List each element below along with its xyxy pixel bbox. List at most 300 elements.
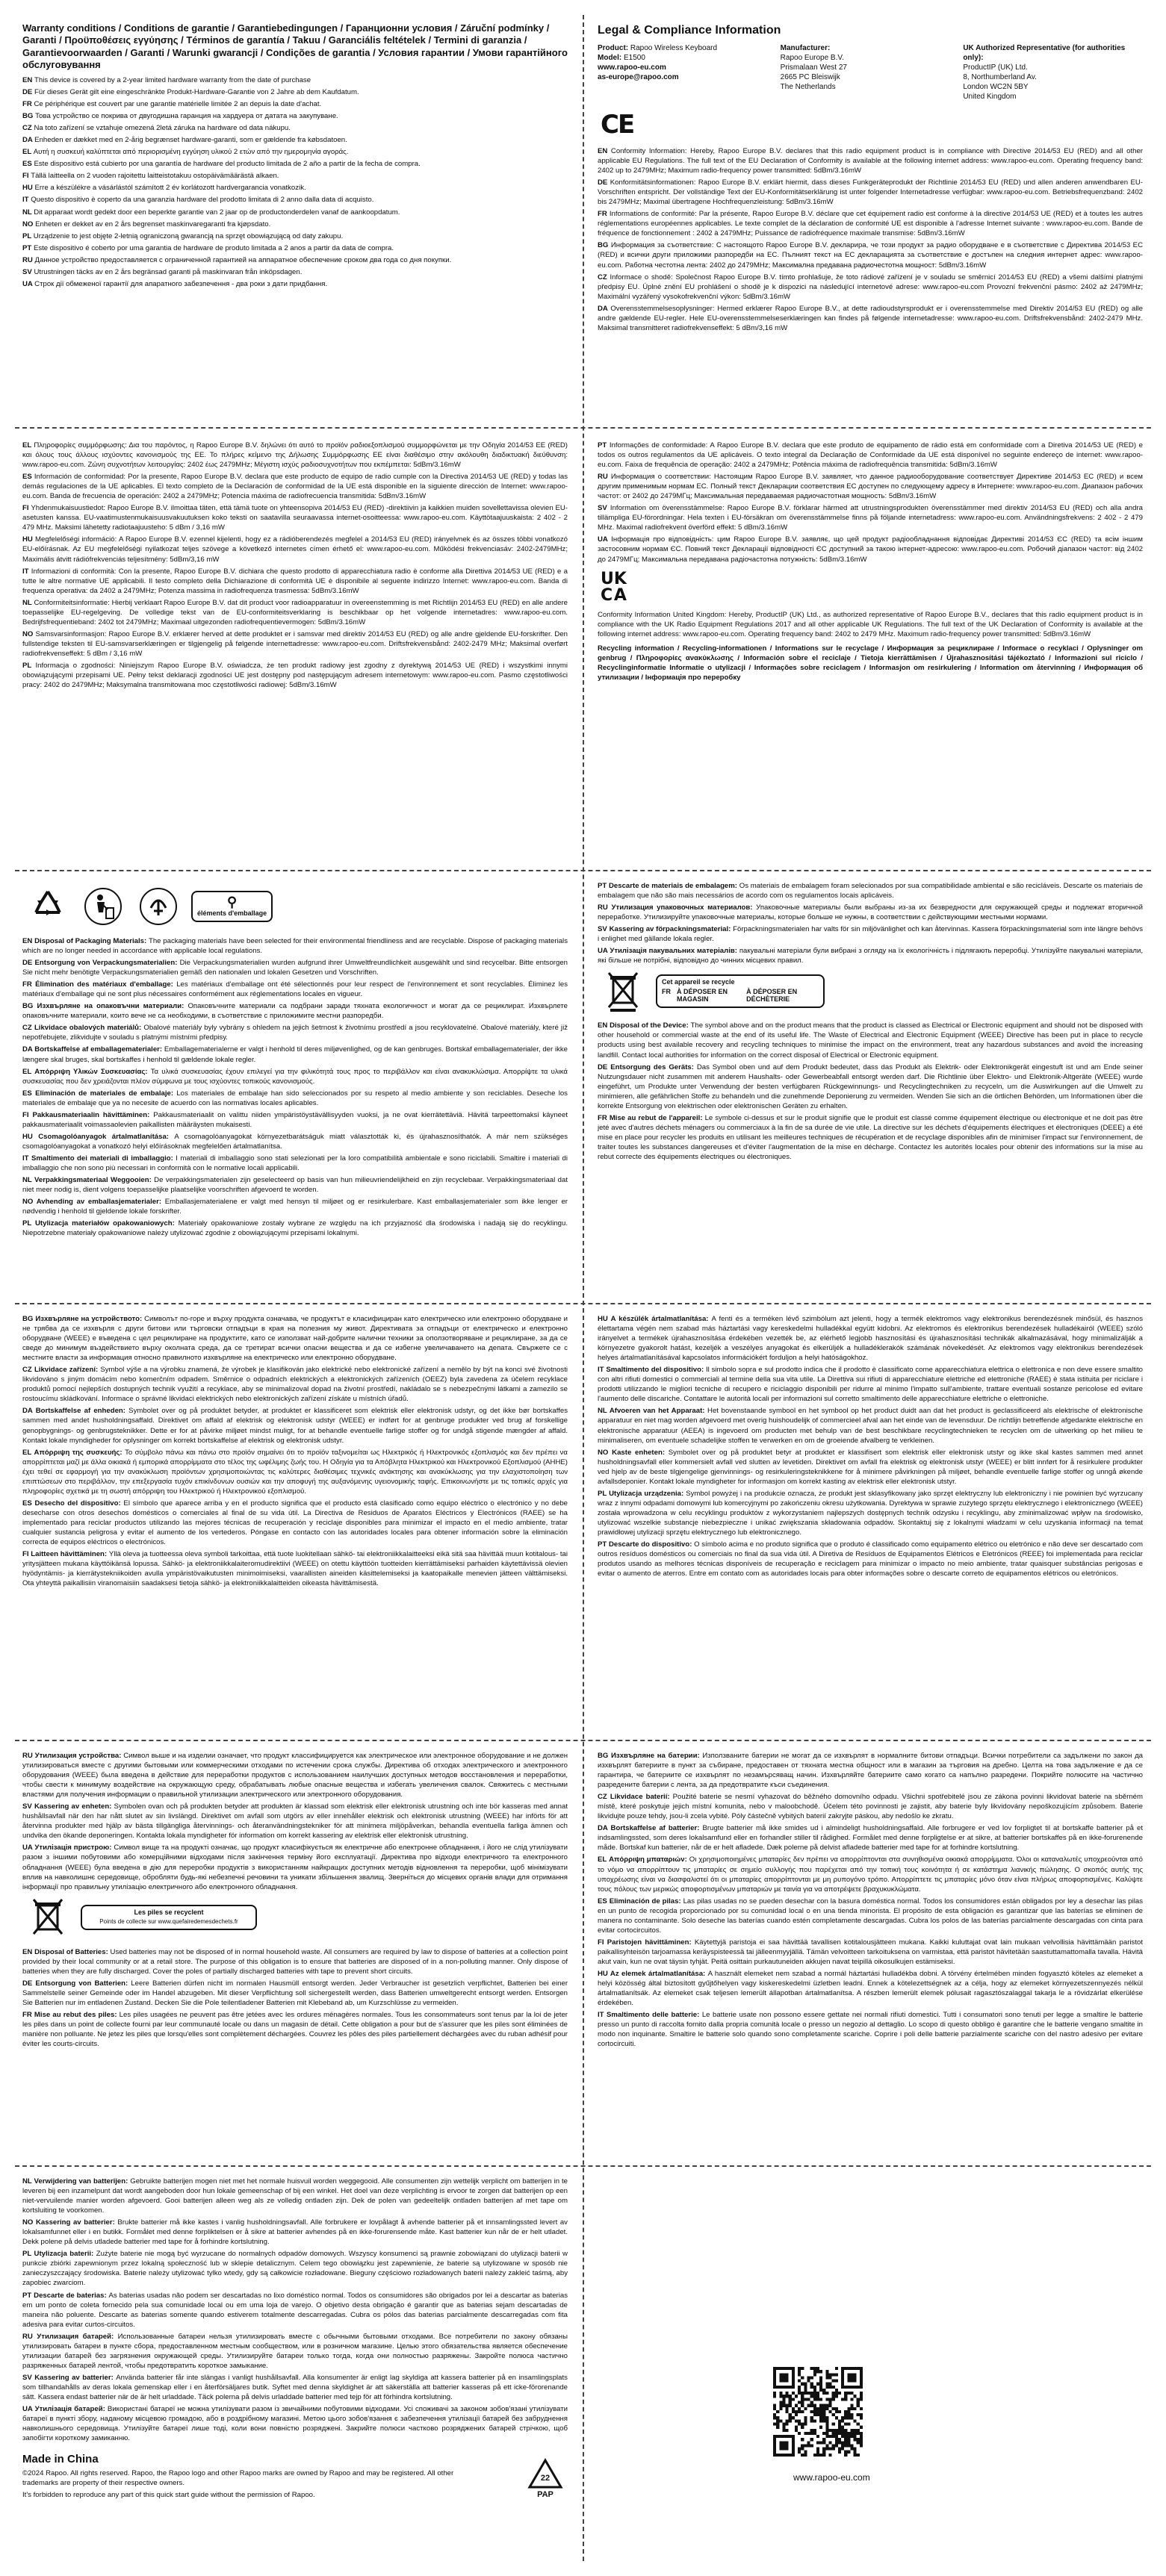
- paragraph-text: De verpakkingsmaterialen zijn geselecteerd op basis van hun milieuvriendelijkheid en zijn recyclebaar. Verpakkingsmateriaal dat niet meer nodig is, dient volgens toepasselijke plaatselijke voorschriften afgevoerd te worden.: [22, 1176, 568, 1195]
- language-paragraph: [22, 535, 568, 564]
- paragraph-title: Smaltimento del dispositivo:: [606, 1366, 706, 1375]
- paragraph-text: Il simbolo sopra e sul prodotto indica che il prodotto è classificato come apparecchiatura elettrica o elettronica e non deve essere smaltito con altri rifiuti domestici o commerciali al termine della sua vita utile. La Direttiva sui rifiuti di apparecchiature elettriche ed elettroniche (RAEE) è stata istituita per riciclare i prodotti utilizzando le migliori tecniche di recupero e riciclaggio disponibili per ridurre al minimo l'impatto sull'ambiente, trattare eventuali sostanze pericolose ed evitare l'aumento delle discariche. Contattare le autorità locali per informazioni sul corretto smaltimento delle apparecchiature elettriche o elettroniche.: [598, 1366, 1143, 1404]
- language-paragraph: [22, 231, 568, 241]
- paragraph-title: Entsorgung des Geräts:: [610, 1063, 697, 1071]
- device-disposal-list: [598, 1314, 1143, 1578]
- paragraph-text: Le batterie usate non possono essere gettate nei normali rifiuti domestici. Tutti i consumatori sono tenuti per legge a smaltire le batterie presso un punto di raccolta fornito dalla propria comunità locale o presso un negozio al dettaglio. Lo scopo di questo obbligo è garantire che le batterie vengano smaltite in modo non inquinante. Smaltire le batterie solo quando sono completamente scariche. Coprire i poli delle batterie parzialmente scariche con del nastro adesivo per evitare cortocircuiti.: [598, 2011, 1143, 2049]
- language-paragraph: [598, 209, 1143, 238]
- language-code: EL: [22, 1067, 35, 1076]
- paragraph-title: Изхвърляне на опаковъчни материали:: [37, 1002, 188, 1011]
- language-code: NO: [598, 1448, 613, 1457]
- language-code: EN: [598, 146, 611, 155]
- language-code: DA: [598, 1824, 611, 1833]
- language-code: IT: [22, 196, 31, 205]
- paragraph-text: Това устройство се покрива от двугодишна гаранция на хардуера от датата на закупуване.: [35, 112, 338, 121]
- paragraph-text: Yhdenmukaisuustiedot: Rapoo Europe B.V. ilmoittaa täten, että tämä tuote on yhteensopiva 2014/53 EU (RED) -direktiivin ja kaikkien muiden sovellettavissa olevien EU-asetusten kanssa. EU-vaatimustenmukaisuusvakuutuksen koko teksti on saatavilla seuraavassa internet-osoitteessa: www.rapoo-eu.com. Käyttötaajuuskaista: 2 402 - 2 479 MHz. Maksimi lähetetty radiotaajuusteho: 5 dBm / 3,16 mW: [22, 504, 568, 532]
- horizontal-divider: [15, 2165, 1151, 2167]
- language-paragraph: [22, 472, 568, 501]
- paragraph-title: Kassering av batterier:: [34, 2373, 117, 2382]
- language-paragraph: [22, 2291, 568, 2330]
- language-paragraph: [598, 535, 1143, 564]
- ukca-letter: K: [613, 569, 627, 588]
- footer-website[interactable]: www.rapoo-eu.com: [793, 2472, 870, 2483]
- paragraph-text: Enheten er dekket av en 2 års begrenset maskinvaregaranti fra kjøpsdato.: [35, 220, 271, 228]
- paragraph-text: Konformitätsinformationen: Rapoo Europe B.V. erklärt hiermit, dass dieses Funkgeräteprodukt der Richtlinie 2014/53 EU (RED) und allen anderen anwendbaren EU-Vorschriften entspricht. Der vollständige Text der EU-Konformitätserklärung ist unter folgender Internetadresse verfügbar: www.rapoo-eu.com. Betriebsfrequenzband: 2402 bis 2479MHz; Maximal übertragene Hochfrequenzleistung: 5dBm/3.16mW: [598, 178, 1143, 207]
- battery-triman-badge: [81, 1905, 257, 1930]
- uk-rep-label: UK Authorized Representative (for authorities only):: [963, 43, 1126, 62]
- language-code: SV: [22, 1802, 34, 1811]
- language-code: DA: [22, 1045, 35, 1054]
- language-code: FI: [22, 504, 31, 513]
- recycle-icon: [25, 884, 70, 929]
- paragraph-title: Утилізація пакувальних матеріалів:: [610, 947, 739, 956]
- language-paragraph: [598, 2010, 1143, 2049]
- paragraph-title: Disposal of Packaging Materials:: [34, 937, 149, 945]
- language-code: DE: [598, 178, 610, 187]
- language-paragraph: [22, 87, 568, 97]
- language-code: NO: [22, 1198, 37, 1207]
- paragraph-title: Descarte de baterias:: [34, 2291, 109, 2300]
- paragraph-title: Утилізація пристрою:: [34, 1844, 114, 1852]
- device-disposal-right: [598, 1314, 1143, 1732]
- language-paragraph: [22, 267, 568, 277]
- horizontal-divider: [15, 1303, 1151, 1304]
- paragraph-text: Emballasjematerialene er valgt med hensyn til miljøet og er resirkulerbare. Kast emballasjematerialer som ikke lenger er nødvendig i henhold til gjeldende lokale forskrifter.: [22, 1198, 568, 1216]
- language-code: RU: [598, 903, 612, 912]
- language-code: ES: [22, 1499, 35, 1508]
- made-in: Made in China: [22, 2453, 99, 2466]
- uk-rep-info: [963, 43, 1143, 102]
- language-code: UA: [598, 535, 612, 544]
- paragraph-title: Mise au rebut de l'appareil:: [609, 1113, 705, 1122]
- language-code: ES: [22, 160, 34, 169]
- ukca-mark-icon: [601, 571, 627, 604]
- language-paragraph: [22, 567, 568, 596]
- battery-symbols: [25, 1895, 568, 1940]
- language-code: SV: [22, 267, 34, 276]
- language-paragraph: [22, 255, 568, 265]
- paragraph-text: Brukte batterier må ikke kastes i vanlig husholdningsavfall. Alle forbrukere er lovpålagt å avhende batterier på et innsamlingssted levert av lokalsamfunnet eller i en butikk. Formålet med denne forpliktelsen er å sikre at batterier avhendes på en ikke-forurensende måte. Kast batterier kun når de er helt utladet. Dekk polene på delvis utladede batterier med tape for å forhindre kortslutning.: [22, 2218, 568, 2247]
- language-code: RU: [22, 2332, 37, 2341]
- language-code: CZ: [22, 1366, 34, 1375]
- uk-conformity-text: Conformity Information United Kingdom: Hereby, ProductIP (UK) Ltd., as authorized representative of Rapoo Europe B.V., declares that this radio equipment product is in compliance with the UK Radio Equipment Regulations 2017 and all other applicable UK Regulations. The full text of the UK Declaration of Conformity is available at the following internet address: www.rapoo-eu.com. Operating frequency band: 2402 to 2479 MHz. Maximum radio-frequency power transmitted: 5dBm/3.16mW: [598, 610, 1143, 638]
- paragraph-text: Symbol výše a na výrobku znamená, že výrobek je klasifikován jako elektrické nebo elektronické zařízení a nemělo by být na konci své životnosti likvidováno s jiným domácím nebo komerčním odpadem. Směrnice o odpadních elektrických a elektronických zařízeních (OEEZ) byla zavedena za účelem recyklace produktů pomocí nejlepších dostupných technik využití a recyklace, aby se minimalizoval dopad na životní prostředí, nakládalo se s nebezpečnými látkami a zamezilo se rostoucímu skládkování. Informace o správné likvidaci elektrických nebo elektronických zařízení získáte u místních úřadů.: [22, 1366, 568, 1404]
- paragraph-text: Використані батареї не можна утилізувати разом із звичайними побутовими відходами. Усі споживачі за законом зобов'язані утилізувати батареї в пункті збору, наданому місцевою громадою, або в роздрібному магазині. Метою цього зобов'язання є забезпечення утилізації батарей без забруднення навколишнього середовища. Утилізуйте батареї лише тоді, коли вони повністю розряджені. Закрийте полюси частково розряджених батарей стрічкою, щоб запобігти короткому замиканню.: [22, 2405, 568, 2443]
- qr-section: [598, 2177, 1143, 2565]
- paragraph-title: Изхвърляне на батерии:: [611, 1752, 703, 1760]
- paragraph-title: Likvidace zařízení:: [34, 1366, 101, 1375]
- language-paragraph: [22, 208, 568, 217]
- language-code: EN: [22, 76, 34, 84]
- language-code: UA: [22, 279, 35, 288]
- tidyman-icon: [81, 884, 125, 929]
- language-paragraph: [22, 183, 568, 193]
- language-paragraph: [22, 135, 568, 145]
- paragraph-text: Αυτή η συσκευή καλύπτεται από περιορισμένη εγγύηση υλικού 2 ετών από την ημερομηνία αγοράς.: [33, 148, 349, 157]
- horizontal-divider: [15, 427, 1151, 429]
- paragraph-text: Informacja o zgodności: Niniejszym Rapoo Europe B.V. oświadcza, że ten produkt radiowy jest zgodny z dyrektywą 2014/53 UE (RED) i wszystkimi innymi obowiązującymi przepisami UE. Pełny tekst deklaracji zgodności UE jest dostępny pod następującym adresem internetowym: www.rapoo-eu.com. Pasmo częstotliwości pracy: 2402 do 2479MHz; Maksymalna transmitowana moc częstotliwości radiowej: 5dBm/3.16mW: [22, 661, 568, 690]
- manufacturer-line: Prismalaan West 27: [780, 63, 847, 72]
- qr-code-icon[interactable]: [773, 2367, 863, 2460]
- paragraph-title: Disposal of the Device:: [610, 1021, 691, 1030]
- paragraph-title: Laitteen hävittäminen:: [31, 1550, 109, 1559]
- language-code: IT: [22, 567, 31, 576]
- language-paragraph: [598, 1540, 1143, 1578]
- language-paragraph: [22, 1314, 568, 1363]
- language-code: HU: [598, 1315, 611, 1323]
- battery-list: [22, 2177, 568, 2443]
- language-code: PT: [22, 2291, 34, 2300]
- triman-store: À DÉPOSER EN MAGASIN: [677, 987, 728, 1003]
- declarations-left: [22, 441, 568, 862]
- language-code: NL: [22, 598, 34, 607]
- paragraph-text: Опаковъчните материали са подбрани заради тяхната екологичност и могат да се рециклират. Изхвърлете опаковъчните материали, които вече не са необходими, в съответствие с приложимите местни разпоредби.: [22, 1002, 568, 1021]
- paragraph-title: Утилізація батарей:: [34, 2405, 108, 2414]
- language-paragraph: [22, 1406, 568, 1445]
- paragraph-title: Изхвърляне на устройството:: [35, 1315, 145, 1323]
- paragraph-text: A csomagolóanyagokat környezetbarátságuk miatt választották ki, és újrahasznosíthatók. A már nem szükséges csomagolóanyagokat a vonatkozó helyi előírásoknak megfelelően ártalmatlanítsa.: [22, 1132, 568, 1151]
- paragraph-text: Obalové materiály byly vybrány s ohledem na jejich šetrnost k životnímu prostředí a jsou recyklovatelné. Obalové materiály, které již nepotřebujete, zlikvidujte v souladu s platnými místními předpisy.: [22, 1024, 568, 1042]
- battery-left-section-2: [22, 2177, 568, 2565]
- paragraph-text: The symbol above and on the product means that the product is classed as Electrical or Electronic equipment and should not be disposed with other household or commercial waste at the end of its useful life. The Waste of Electrical and Electronic Equipment (WEEE) Directive has been put in place to recycle products using best available recovery and recycling techniques to minimise the impact on the environment, treat any hazardous substances and avoid the increasing landfill. Contact local authorities for information on the correct disposal of Electrical or Electronic equipment.: [598, 1021, 1143, 1060]
- language-code: NL: [22, 2177, 34, 2185]
- manufacturer-info: [781, 43, 961, 102]
- language-paragraph: [22, 220, 568, 229]
- language-code: NO: [22, 2218, 36, 2227]
- paragraph-title: Απόρριψη Υλικών Συσκευασίας:: [34, 1067, 151, 1076]
- language-code: UA: [598, 947, 610, 956]
- battery-list: [598, 1751, 1143, 2049]
- battery-list: [22, 1947, 568, 2049]
- packaging-section: [22, 881, 568, 1295]
- language-paragraph: [22, 1175, 568, 1195]
- language-code: NL: [598, 1407, 610, 1416]
- language-paragraph: [598, 1855, 1143, 1894]
- warranty-title: Warranty conditions / Conditions de garantie / Garantiebedingungen / Гаранционни условия / Záruční podmínky / Garanti / Προϋποθέσεις εγγύησης / Términos de garantía / Takuu / Garanciális feltételek / Termini di garanzia / Garantievoorwaarden / Garanti / Warunki gwarancji / Condições de garantia / Условия гарантии / Умови гарантійного обслуговування: [22, 22, 568, 70]
- language-paragraph: [22, 75, 568, 85]
- language-paragraph: [22, 1154, 568, 1173]
- language-code: NO: [22, 629, 36, 638]
- paragraph-title: Eliminación de pilas:: [609, 1897, 683, 1905]
- language-paragraph: [22, 1448, 568, 1496]
- website-link[interactable]: www.rapoo-eu.com: [598, 63, 666, 72]
- paragraph-text: Las pilas usadas no se pueden desechar con la basura doméstica normal. Todos los consumidores están obligados por ley a desechar las pilas en un punto de recogida proporcionado por su comunidad local o en una tienda minorista. El propósito de esta obligación es garantizar que las baterías se eliminen de manera no contaminante. Solo deseche las baterías cuando estén completamente descargadas. Cubra los polos de las baterías parcialmente descargadas con cinta para evitar cortocircuitos.: [598, 1897, 1143, 1935]
- paragraph-text: Käytettyjä paristoja ei saa hävittää tavallisen kotitalousjätteen mukana. Kaikki kuluttajat ovat lain mukaan velvollisia hävittämään paristot paikallisyhteisön tarjoamassa keräyspisteessä tai jälleenmyyjällä. Tämän velvoitteen tarkoituksena on varmistaa, että paristot hävitetään saastuttamattomalla tavalla. Hävitä akut vain, kun ne ovat täysin tyhjät. Peitä osittain purkautuneiden akkujen navat teipillä oikosulkujen estämiseksi.: [598, 1938, 1143, 1966]
- footer-text: [22, 2448, 471, 2501]
- paragraph-text: Le symbole ci-dessus et sur le produit signifie que le produit est classé comme équipement électrique ou électronique et ne doit pas être jeté avec d'autres déchets ménagers ou commerciaux à la fin de sa durée de vie utile. La directive sur les déchets d'équipements électriques et électroniques (DEEE) a été mise en place pour recycler les produits en utilisant les meilleures techniques de récupération et de recyclage disponibles afin de minimiser l'impact sur l'environnement, de traiter toutes les substances dangereuses et d'éviter l'augmentation de la mise en décharge. Contactez les autorités locales pour obtenir des informations sur la mise au rebut correcte des équipements électriques ou électroniques.: [598, 1113, 1143, 1161]
- device-disposal-list: [22, 1314, 568, 1588]
- language-code: NL: [22, 1176, 35, 1185]
- paragraph-text: As baterias usadas não podem ser descartadas no lixo doméstico normal. Todos os consumidores são obrigados por lei a descartar as baterias em um ponto de coleta fornecido pela sua comunidade local ou em uma loja de varejo. O objetivo desta obrigação é garantir que as baterias sejam descartadas de maneira não poluente. Descarte as baterias somente quando estiverem totalmente descarregadas. Cubra os pólos das baterias parcialmente descarregadas com fita adesiva para evitar curtos-circuitos.: [22, 2291, 568, 2329]
- language-paragraph: [22, 958, 568, 977]
- copyright: ©2024 Rapoo. All rights reserved. Rapoo, the Rapoo logo and other Rapoo marks are owned by Rapoo and may be registered. All other trademarks are property of their respective owners.: [22, 2468, 454, 2487]
- paragraph-title: A készülék ártalmatlanítása:: [610, 1315, 712, 1323]
- language-code: FR: [598, 1113, 610, 1122]
- warranty-list: [22, 75, 568, 289]
- paragraph-text: Emballagematerialerne er valgt i henhold til deres miljøvenlighed, og de kan genbruges. Bortskaf emballagematerialer, der ikke længere skal bruges, skal bortskaffes i henhold til gældende lokale regler.: [22, 1045, 568, 1064]
- manufacturer-label: Manufacturer:: [780, 43, 831, 52]
- paragraph-title: Utylizacja materiałów opakowaniowych:: [34, 1219, 179, 1228]
- language-paragraph: [598, 178, 1143, 207]
- paragraph-title: Eliminación de materiales de embalaje:: [35, 1089, 177, 1098]
- language-code: BG: [22, 1002, 37, 1011]
- language-paragraph: [598, 1314, 1143, 1363]
- paragraph-text: Yllä oleva ja tuotteessa oleva symboli tarkoittaa, että tuote luokitellaan sähkö- tai elektroniikkalaitteeksi eikä sitä saa hävittää muun kotitalous- tai yritysjätteen mukana käyttöikänsä lopussa. Sähkö- ja elektroniikkalaiteromudirektiivi (WEEE) on otettu käyttöön tuotteiden kierrättämiseksi parhaiden käytettävissä olevien hyödyntämis- ja kierrätystekniikoiden avulla ympäristövaikutusten minimoimiseksi, vaarallisten aineiden käsittelemiseksi ja kaatopaikalle menevien jätteen välttämiseksi. Ota yhteyttä paikallisiin viranomaisiin saadaksesi tietoja sähkö- ja elektroniikkalaitteiden oikeasta hävittämisestä.: [22, 1550, 568, 1588]
- language-code: FI: [598, 1938, 607, 1947]
- language-code: RU: [22, 1752, 35, 1760]
- language-code: PT: [22, 243, 34, 252]
- paragraph-title: Απόρριψη μπαταριών:: [609, 1855, 689, 1864]
- paragraph-title: Mise au rebut des piles:: [34, 2010, 120, 2019]
- paragraph-text: The packaging materials have been selected for their environmental friendliness and are recyclable. Dispose of packaging materials which are no longer needed in accordance with applicable local regulations.: [22, 937, 568, 956]
- language-paragraph: [22, 936, 568, 956]
- paragraph-title: Pakkausmateriaalin hävittäminen:: [32, 1110, 154, 1119]
- paragraph-title: Entsorgung von Verpackungsmaterialien:: [34, 959, 180, 968]
- language-code: EN: [22, 1947, 35, 1956]
- declarations-list: [22, 441, 568, 690]
- language-paragraph: [598, 1063, 1143, 1111]
- paragraph-text: Urządzenie to jest objęte 2-letnią ograniczoną gwarancją na sprzęt obowiązującą od daty zakupu.: [33, 231, 344, 240]
- language-paragraph: [598, 1823, 1143, 1852]
- paragraph-title: Bortskaffelse af batterier:: [610, 1824, 703, 1833]
- paragraph-title: Kassering av batterier:: [35, 2218, 118, 2227]
- paragraph-text: Utrustningen täcks av en 2 års begränsad garanti på maskinvaran från inköpsdagen.: [34, 267, 303, 276]
- manufacturer-line: 2665 PC Bleiswijk: [780, 72, 840, 81]
- paragraph-title: Utylizacja baterii:: [34, 2250, 96, 2259]
- language-paragraph: [22, 1751, 568, 1799]
- horizontal-divider: [15, 870, 1151, 871]
- paragraph-title: Entsorgung von Batterien:: [35, 1979, 131, 1988]
- model-value: E1500: [624, 53, 645, 62]
- paragraph-text: Symbolet over og på produktet betyder, at produktet er klassificeret som elektrisk eller elektronisk udstyr, og det ikke bør bortskaffes sammen med andet husholdningsaffald. Direktivet om affald af elektrisk og elektronisk udstyr (WEEE) er indført for at genbruge produkter ved brug af forskellige genopbygnings- og genbrugsteknikker. Dette er for at påvirke miljøet mindst muligt, for at behandle eventuelle farlige stoffer og for undgå stigende mængder af affald. Kontakt lokale myndigheder for oplysninger om korrekt bortskaffelse af elektrisk og elektronisk udstyr.: [22, 1407, 568, 1445]
- paragraph-text: This device is covered by a 2-year limited hardware warranty from the date of purchase: [34, 76, 311, 84]
- packaging-list: [598, 881, 1143, 965]
- language-code: HU: [598, 1969, 610, 1978]
- language-paragraph: [22, 1045, 568, 1064]
- language-paragraph: [598, 946, 1143, 965]
- language-code: HU: [22, 1132, 39, 1141]
- language-code: FR: [22, 100, 34, 109]
- language-paragraph: [22, 1843, 568, 1891]
- language-paragraph: [598, 1897, 1143, 1935]
- language-paragraph: [22, 2010, 568, 2049]
- paragraph-text: Използваните батерии не могат да се изхвърлят в нормалните битови отпадъци. Всички потребители са задължени по закон да изхвърлят батериите в пункт за събиране, предоставен от тяхната местна общност или в магазин за търговия на дребно. Целта на това задължение е да се гарантира, че батериите се изхвърлят по незамърсяващ начин. Изхвърляйте батериите само когато са напълно разредени. Покрийте полюсите на частично разредените батерии с лента, за да предотвратите къси съединения.: [598, 1752, 1143, 1790]
- language-code: IT: [22, 1154, 31, 1163]
- language-paragraph: [22, 99, 568, 109]
- paragraph-text: Este dispositivo está cubierto por una garantía de hardware del producto limitada de 2 año a partir de la fecha de compra.: [34, 160, 421, 169]
- paragraph-title: Utylizacja urządzenia:: [609, 1489, 686, 1498]
- triman-glyph: ⚲: [227, 895, 238, 910]
- paragraph-text: Gebruikte batterijen mogen niet met het normale huisvuil worden weggegooid. Alle consumenten zijn wettelijk verplicht om batterijen in te leveren bij een inzamelpunt dat wordt aangeboden door hun lokale gemeenschap of bij een winkel. Het doel van deze verplichting is ervoor te zorgen dat batterijen op een niet-vervuilende manier worden afgevoerd. Gooi batterijen alleen weg als ze volledig ontladen zijn. Dek de polen van gedeeltelijk ontladen batterijen af met tape om kortsluiting te voorkomen.: [22, 2177, 568, 2215]
- battery-left-section: [22, 1751, 568, 2158]
- language-paragraph: [598, 1489, 1143, 1537]
- language-paragraph: [598, 240, 1143, 270]
- language-paragraph: [598, 1792, 1143, 1821]
- vertical-divider: [583, 15, 584, 2561]
- language-paragraph: [22, 661, 568, 690]
- language-paragraph: [22, 147, 568, 157]
- paragraph-text: Os materiais de embalagem foram selecionados por sua compatibilidade ambiental e são recicláveis. Descarte os materiais de embalagem que não são mais necessários de acordo com os regulamentos locais aplicáveis.: [598, 882, 1143, 900]
- language-paragraph: [22, 171, 568, 181]
- paragraph-text: Overensstemmelsesoplysninger: Hermed erklærer Rapoo Europe B.V., at dette radioudstyrsprodukt er i overensstemmelse med Direktiv 2014/53 EU (RED) og alle andre gældende EU-regler. Hele EU-overensstemmelseserklæringen kan findes på følgende internetadresse: www.rapoo-eu.com. Driftsfrekvensbånd: 2402-2479 MHz. Maksimal transmitteret radiofrekvenseffekt: 5 dBm/3,16 mW: [598, 304, 1143, 332]
- ce-mark-icon: CE: [601, 109, 634, 140]
- ukca-letter: C: [601, 585, 613, 605]
- paragraph-text: Förpackningsmaterialen har valts för sin miljövänlighet och kan återvinnas. Kassera förpackningsmaterial som inte längre behövs i enlighet med gällande lokala regler.: [598, 925, 1143, 944]
- paragraph-text: Символ выше и на изделии означает, что продукт классифицируется как электрическое или электронное оборудование и не должен утилизироваться вместе с другими бытовыми или коммерческими отходами по истечении срока службы. Директива об отходах электрического и электронного оборудования (WEEE) была введена в действие для переработки продуктов с использованием наилучших доступных методов восстановления и переработки, чтобы свести к минимуму воздействие на окружающую среду, обрабатывать любые опасные вещества и избегать увеличения свалок. Свяжитесь с местными властями для получения информации о правильной утилизации электрического или электронного оборудования.: [22, 1752, 568, 1799]
- paragraph-title: Desecho del dispositivo:: [34, 1499, 124, 1508]
- language-code: PT: [598, 441, 610, 449]
- paragraph-text: пакувальні матеріали були вибрані з огляду на їх екологічність і підлягають переробці. Утилізуйте пакувальні матеріали, які більше не потрібні, відповідно до чинних місцевих правил.: [598, 947, 1143, 965]
- language-code: NO: [22, 220, 36, 228]
- language-paragraph: [22, 1365, 568, 1404]
- language-code: UA: [22, 2405, 35, 2414]
- legal-info-grid: [598, 43, 1143, 102]
- language-paragraph: [22, 1197, 568, 1216]
- language-code: SV: [598, 925, 610, 934]
- paragraph-text: Informações de conformidade: A Rapoo Europe B.V. declara que este produto de equipamento de rádio está em conformidade com a Diretiva 2014/53 UE (RED) e todos os outros regulamentos da UE aplicáveis. O texto integral da Declaração de Conformidade da UE está disponível no seguinte endereço de internet: www.rapoo-eu.com. Faixa de frequência de operação: 2402 a 2479MHz; Potência máxima de radiofrequência transmitida: 5dBm/3.16mW: [598, 441, 1143, 470]
- reproduction-notice: It's forbidden to reproduce any part of this quick start guide without the permission of Rapoo.: [22, 2491, 315, 2500]
- paragraph-text: Leere Batterien dürfen nicht im normalen Hausmüll entsorgt werden. Jeder Verbraucher ist gesetzlich verpflichtet, Batterien bei einer Sammelstelle seiner Gemeinde oder im Handel abzugeben. Mit dieser Verpflichtung soll sichergestellt werden, dass Batterien umweltgerecht entsorgt werden. Entsorgen Sie Batterien nur im entladenen Zustand. Decken Sie die Pole teilentladener Batterien mit Klebeband ab, um Kurzschlüsse zu vermeiden.: [22, 1979, 568, 2007]
- declarations-right: [598, 441, 1143, 862]
- paragraph-text: Enheden er dækket med en 2-årig begrænset hardware-garanti, som er gældende fra købsdatoen.: [34, 136, 347, 145]
- language-paragraph: [22, 2218, 568, 2247]
- language-paragraph: [22, 2404, 568, 2443]
- language-paragraph: [22, 1001, 568, 1021]
- language-code: BG: [598, 1752, 612, 1760]
- language-paragraph: [22, 1219, 568, 1238]
- language-code: DE: [598, 1063, 611, 1071]
- paragraph-text: Использованные батареи нельзя утилизировать вместе с обычными бытовыми отходами. Все потребители по закону обязаны утилизировать батареи в пункте сбора, предоставленном местным сообществом, или в розничном магазине. Целью этого обязательства является обеспечение утилизации батарей без загрязнения окружающей среды. Утилизируйте батареи только тогда, когда они полностью разряжены. Закройте полюса частично разряженных батарей лентой, чтобы предотвратить короткое замыкание.: [22, 2332, 568, 2370]
- language-paragraph: [598, 472, 1143, 501]
- paragraph-text: Les matériaux d'emballage ont été sélectionnés pour leur respect de l'environnement et sont recyclables. Éliminez les matériaux d'emballage qui ne sont plus nécessaires conformément aux réglementations locales en vigueur.: [22, 980, 568, 999]
- language-paragraph: [22, 2249, 568, 2288]
- paragraph-text: El símbolo que aparece arriba y en el producto significa que el producto está clasificado como equipo eléctrico o electrónico y no debe desecharse con otros desechos domésticos o comerciales al final de su vida útil. La Directiva de Residuos de Aparatos Eléctricos y Electrónicos (RAEE) se ha implementado para reciclar productos utilizando las mejores técnicas de recuperación y reciclaje disponibles para minimizar el impacto en el medio ambiente, tratar cualquier sustancia peligrosa y evitar el aumento de los vertederos. Póngase en contacto con las autoridades locales para obtener información sobre la eliminación correcta de equipos eléctricos o electrónicos.: [22, 1499, 568, 1547]
- language-code: FR: [22, 980, 36, 989]
- language-paragraph: [22, 598, 568, 627]
- language-paragraph: [598, 1751, 1143, 1790]
- language-code: HU: [22, 535, 36, 544]
- language-code: EL: [598, 1855, 610, 1864]
- language-code: BG: [22, 1315, 36, 1323]
- language-code: EL: [22, 441, 34, 449]
- paragraph-text: I materiali di imballaggio sono stati selezionati per la loro compatibilità ambientale e sono riciclabili. Smaltire i materiali di imballaggio che non sono più necessari in conformità con le normative locali applicabili.: [22, 1154, 568, 1172]
- paragraph-text: Information om överensstämmelse: Rapoo Europe B.V. förklarar härmed att utrustningsprodukten överensstämmer med direktiv 2014/53 EU (RED) och alla andra tillämpliga EU-förordningar. Hela texten i EU-försäkran om överensstämmelse finns på följande internetadress: www.rapoo-eu.com. Användningsfrekvens: 2 402 - 2 479 MHz. Maximal radiofrekvent överförd effekt: 5 dBm/3.16mW: [598, 504, 1143, 532]
- uk-rep-line: 8, Northumberland Av.: [963, 72, 1037, 81]
- product-info: [598, 43, 778, 102]
- paragraph-text: Informace o shodě: Společnost Rapoo Europe B.V. tímto prohlašuje, že toto rádiové zařízení je v souladu se směrnicí 2014/53 EU (RED) a všemi dalšími platnými předpisy EU. Úplné znění EU prohlášení o shodě je k dispozici na následující internetové adrese: www.rapoo-eu.com Provozní frekvenční pásmo: 2402 až 2479MHz; Maximální vyzářený vysokofrekvenční výkon: 5dBm/3.16mW: [598, 273, 1143, 301]
- paragraph-title: Smaltimento dei materiali di imballaggio:: [31, 1154, 176, 1163]
- language-paragraph: [598, 924, 1143, 944]
- paragraph-text: Упаковочные материалы были выбраны из-за их безвредности для окружающей среды и подлежат вторичной переработке. Утилизируйте упаковочные материалы, которые больше не нужны, в соответствии с действующими местными нормами.: [598, 903, 1143, 922]
- language-code: EN: [22, 937, 35, 945]
- paragraph-title: Disposal of Batteries:: [34, 1947, 111, 1956]
- warranty-section: [22, 22, 568, 418]
- device-disposal-left: [22, 1314, 568, 1732]
- language-paragraph: [22, 1089, 568, 1108]
- language-paragraph: [22, 123, 568, 133]
- paragraph-text: A fenti és a terméken lévő szimbólum azt jelenti, hogy a termék elektromos vagy elektronikus berendezésnek minősül, és hasznos élettartama végén nem szabad más háztartási vagy kereskedelmi hulladékkal együtt kidobni. Az elektromos és elektronikus berendezések hulladékairól (WEEE) szóló irányelvet a termékek újrahasznosítása érdekében vezették be, az elérhető legjobb hasznosítási és újrahasznosítási technikák alkalmazásával, hogy minimalizálják a környezetre gyakorolt hatást, kezeljék a veszélyes anyagokat és elkerüljék a hulladéklerakók számának növekedését. Az elektromos vagy elektronikus berendezések helyes ártalmatlanításával kapcsolatos információkért forduljon a helyi hatóságokhoz.: [598, 1315, 1143, 1363]
- device-disposal-list: [22, 1751, 568, 1892]
- language-paragraph: [22, 279, 568, 289]
- paragraph-text: Questo dispositivo è coperto da una garanzia hardware del prodotto limitata di 2 anno dalla data di acquisto.: [31, 196, 374, 205]
- language-paragraph: [22, 1023, 568, 1042]
- paragraph-text: Πληροφορίες συμμόρφωσης: Δια του παρόντος, η Rapoo Europe B.V. δηλώνει ότι αυτό το προϊόν ραδιοεξοπλισμού συμμορφώνεται με την Οδηγία 2014/53 ΕΕ (RED) και όλους τους άλλους ισχύοντες κανονισμούς της ΕΕ. Το πλήρες κείμενο της Δήλωσης Συμμόρφωσης ΕΕ είναι διαθέσιμο στην ακόλουθη διαδικτυακή διεύθυνση: www.rapoo-eu.com. Ζώνη συχνοτήτων λειτουργίας: 2402 έως 2479MHz; Μέγιστη ισχύς ραδιοσυχνοτήτων που εκπέμπεται: 5dBm/3.16mW: [22, 441, 568, 470]
- language-paragraph: [22, 2332, 568, 2371]
- paragraph-title: Az elemek ártalmatlanítása:: [610, 1969, 708, 1978]
- paragraph-text: Symbolen ovan och på produkten betyder att produkten är klassad som elektrisk eller elektronisk utrustning och inte bör kasseras med annat hushållsavfall när den har nått slutet av sin livslängd. Direktivet om avfall som utgörs av eller innehåller elektrisk och elektronisk utrustning (WEEE) har införts för att återvinna produkter med hjälp av bästa tillgängliga återvinnings- och återanvändningstekniker för att minimera miljöpåverkan, behandla eventuella farliga ämnen och undvika den ökande deponeringen. Kontakta lokala myndigheter för information om korrekt kassering av elektrisk eller elektronisk utrustning.: [22, 1802, 568, 1841]
- paragraph-title: Kaste enheten:: [612, 1448, 669, 1457]
- paragraph-text: Informazioni di conformità: Con la presente, Rapoo Europe B.V. dichiara che questo prodotto di apparecchiatura radio è conforme alla Direttiva 2014/53 UE (RED) e a tutte le altre normative UE applicabili. Il testo completo della Dichiarazione di conformità UE è disponibile al seguente indirizzo Internet: www.rapoo-eu.com. Banda di frequenza operativa: da 2402 a 2479MHz; Potenza massima in radiofrequenza trasmessa: 5dBm/3.16mW: [22, 567, 568, 595]
- paragraph-title: Smaltimento delle batterie:: [607, 2011, 702, 2020]
- language-code: PL: [22, 1219, 35, 1228]
- language-paragraph: [598, 1406, 1143, 1445]
- language-paragraph: [22, 195, 568, 205]
- language-paragraph: [22, 1549, 568, 1588]
- paragraph-text: Die Verpackungsmaterialien wurden aufgrund ihrer Umweltfreundlichkeit ausgewählt und sind recycelbar. Bitte entsorgen Sie nicht mehr benötigte Verpackungsmaterialien gemäß den nationalen und lokalen Gesetzen und Vorschriften.: [22, 959, 568, 977]
- paragraph-title: Élimination des matériaux d'emballage:: [35, 980, 177, 989]
- language-paragraph: [22, 1947, 568, 1976]
- paragraph-text: Ce périphérique est couvert par une garantie matérielle limitée 2 an depuis la date d'achat.: [34, 100, 322, 109]
- paragraph-text: Použité baterie se nesmí vyhazovat do běžného domovního odpadu. Všichni spotřebitelé jsou ze zákona povinni likvidovat baterie na sběrném místě, které poskytuje jejich místní komunita, nebo v maloobchodě. Účelem této povinnosti je zajistit, aby baterie byly likvidovány nepoškozujícím způsobem. Baterie likvidujte pouze tehdy, jsou-li zcela vybité. Póly částečně vybitých baterií zakryjte páskou, aby nedošlo ke zkratu.: [598, 1793, 1143, 1821]
- email-link[interactable]: as-europe@rapoo.com: [598, 72, 679, 81]
- language-code: DA: [22, 1407, 36, 1416]
- disposal-right-section: [598, 881, 1143, 1295]
- language-code: PL: [598, 1489, 610, 1498]
- language-paragraph: [598, 1113, 1143, 1162]
- horizontal-divider: [15, 1740, 1151, 1741]
- paragraph-title: Verpakkingsmateriaal Weggooien:: [34, 1176, 155, 1185]
- paragraph-title: Утилизация устройства:: [34, 1752, 124, 1760]
- paragraph-title: Bortskaffelse af enheden:: [35, 1407, 129, 1416]
- language-code: DA: [598, 304, 611, 313]
- language-code: ES: [22, 1089, 36, 1098]
- language-code: FI: [22, 1550, 31, 1559]
- language-paragraph: [598, 1938, 1143, 1967]
- language-code: SV: [22, 2373, 35, 2382]
- model-label: Model:: [598, 53, 622, 62]
- manufacturer-line: The Netherlands: [780, 82, 836, 91]
- paragraph-text: Conformity Information: Hereby, Rapoo Europe B.V. declares that this radio equipment product is in compliance with Directive 2014/53 EU (RED) and all other applicable EU Regulations. The full text of the EU Declaration of Conformity is available at the following internet address: www.rapoo-eu.com. Operating frequency band: 2402 up to 2479MHz; Maximum radio-frequency power transmitted: 5dBm/3.16mW: [598, 146, 1143, 175]
- language-paragraph: [22, 1802, 568, 1841]
- paragraph-text: Zużyte baterie nie mogą być wyrzucane do normalnych odpadów domowych. Wszyscy konsumenci są prawnie zobowiązani do utylizacji baterii w punkcie zbiórki zapewnionym przez lokalną społeczność lub w sklepie detalicznym. Celem tego obowiązku jest zapewnienie, że baterie są utylizowane w sposób nie zanieczyszczający środowiska. Baterie należy utylizować tylko wtedy, gdy są całkowicie rozładowane. Bieguny częściowo rozładowanych baterii należy zakleić taśmą, aby zapobiec zwarciom.: [22, 2250, 568, 2288]
- uk-rep-line: United Kingdom: [963, 92, 1017, 101]
- language-code: ES: [22, 473, 34, 482]
- language-code: BG: [22, 112, 36, 121]
- paragraph-title: Kassering av enheten:: [34, 1802, 114, 1811]
- legal-section: [598, 22, 1143, 418]
- declarations-list: [598, 441, 1143, 564]
- paragraph-title: Csomagolóanyagok ártalmatlanítása:: [38, 1132, 175, 1141]
- language-code: PL: [22, 661, 36, 670]
- triman-dechetterie: À DÉPOSER EN DÉCHÈTERIE: [746, 987, 798, 1003]
- language-paragraph: [598, 441, 1143, 470]
- language-code: NL: [22, 208, 34, 217]
- language-paragraph: [22, 503, 568, 532]
- language-code: PL: [22, 2250, 34, 2259]
- paragraph-title: Descarte de materiais de embalagem:: [609, 882, 739, 890]
- paragraph-title: Likvidace baterií:: [610, 1793, 673, 1802]
- paragraph-text: Das Symbol oben und auf dem Produkt bedeutet, dass das Produkt als Elektrik- oder Elektronikgerät eingestuft ist und am Ende seiner Nutzungsdauer nicht zusammen mit anderem Haushalts- oder Gewerbeabfall entsorgt werden darf. Die Richtlinie über Elektro- und Elektronik-Altgeräte (WEEE) wurde eingeführt, um Produkte unter Verwendung der besten verfügbaren Rückgewinnungs- und Recyclingtechniken zu recyceln, um die Auswirkungen auf die Umwelt zu minimieren, alle gefährlichen Stoffe zu behandeln und die zunehmende Deponierung zu vermeiden. Wenden Sie sich an die örtlichen Behörden, um Informationen über die korrekte Entsorgung von elektrischen oder elektronischen Geräten zu erhalten.: [598, 1063, 1143, 1110]
- language-code: CZ: [598, 273, 610, 281]
- language-paragraph: [598, 1969, 1143, 2008]
- paragraph-text: Pakkausmateriaalit on valittu niiden ympäristöystävällisyyden vuoksi, ja ne ovat kierrätettäviä. Hävitä tarpeettomaksi käyneet pakkausmateriaalit voimassaolevien paikallisten määräysten mukaisesti.: [22, 1110, 568, 1129]
- paragraph-text: Het bovenstaande symbool en het symbool op het product duidt aan dat het product is geclassificeerd als elektrische of elektronische apparatuur en niet mag worden afgevoerd met overig huishoudelijk of commercieel afval aan het einde van de levensduur. De richtlijn betreffende afgedankte elektrische en elektronische apparatuur (AEEA) is ingevoerd om producten met behulp van de best beschikbare recyclingtechnieken te recyclen om de uitwerking op het milieu te minimaliseren, om eventuele schadelijke stoffen te verwerken en om de groeiende afvalberg te verkleinen.: [598, 1407, 1143, 1445]
- paragraph-text: Samsvarsinformasjon: Rapoo Europe B.V. erklærer herved at dette produktet er i samsvar med direktiv 2014/53 EU (RED) og alle andre gjeldende EU-forskrifter. Den fullstendige teksten til EU-samsvarserklæringen er tilgjengelig på følgende internettadresse: www.rapoo-eu.com. Driftsfrekvensbånd: 2402-2479 MHz; Maksimal overført radiofrekvenseffekt: 5 dBm / 3,16 mW: [22, 629, 568, 658]
- declarations-list: [598, 146, 1143, 333]
- paragraph-text: Symbol powyżej i na produkcie oznacza, że produkt jest sklasyfikowany jako sprzęt elektryczny lub elektroniczny i nie powinien być wyrzucany wraz z innymi odpadami domowymi lub komercyjnymi po zakończeniu okresu użytkowania. Dyrektywa w sprawie zużytego sprzętu elektrycznego i elektronicznego (WEEE) została wprowadzona w celu recyklingu produktów z wykorzystaniem najlepszych dostępnych technik odzysku i recyklingu, aby zminimalizować wpływ na środowisko, utylizować wszelkie substancje niebezpieczne i unikać zwiększania składowania odpadów. Skontaktuj się z lokalnymi władzami w celu uzyskania informacji na temat prawidłowej utylizacji sprzętu elektrycznego lub elektronicznego.: [598, 1489, 1143, 1537]
- pap-label: PAP: [537, 2490, 553, 2500]
- language-code: BG: [598, 241, 611, 250]
